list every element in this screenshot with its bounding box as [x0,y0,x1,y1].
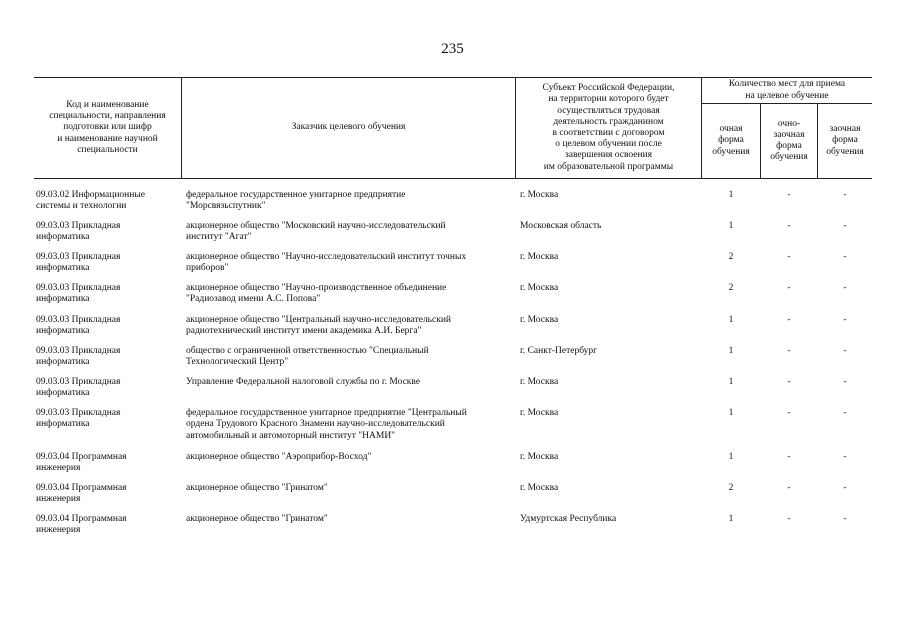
cell-code: 09.03.03 Прикладная информатика [36,315,121,337]
cell-full-time: 1 [728,408,734,418]
cell-subject: г. Санкт-Петербург [520,346,598,356]
cell-code: 09.03.04 Программная инженерия [36,452,127,474]
header-code: Код и наименование специальности, направления подготовки или шифр и наименование научной специальности [49,99,166,155]
cell-code: 09.03.03 Прикладная информатика [36,221,121,243]
cell-part-time: - [787,346,791,356]
cell-distance: - [843,452,847,462]
header-distance: заочная форма обучения [826,124,864,157]
header-customer: Заказчик целевого обучения [291,122,406,133]
cell-part-time: - [787,377,791,387]
cell-full-time: 2 [728,283,734,293]
cell-part-time: - [787,252,791,262]
cell-subject: г. Москва [520,452,559,462]
cell-subject: г. Москва [520,483,559,493]
cell-part-time: - [787,514,791,524]
cell-distance: - [843,483,847,493]
cell-full-time: 1 [728,221,734,231]
cell-full-time: 1 [728,190,734,200]
cell-part-time: - [787,190,791,200]
cell-full-time: 1 [728,514,734,524]
cell-full-time: 1 [728,346,734,356]
header-subject: Субъект Российской Федерации, на территории которого будет осуществляться трудовая деятельность гражданином в соответствии с договором о целевом обучении после завершения освоения им образовательной программы [542,83,675,172]
cell-part-time: - [787,221,791,231]
cell-distance: - [843,377,847,387]
cell-full-time: 1 [728,377,734,387]
cell-subject: г. Москва [520,315,559,325]
cell-subject: г. Москва [520,252,559,262]
cell-customer: акционерное общество "Гринатом" [186,483,328,493]
cell-customer: акционерное общество "Научно-исследовательский институт точных приборов" [186,252,467,274]
header-part-time: очно- заочная форма обучения [770,118,808,163]
cell-full-time: 1 [728,315,734,325]
cell-customer: общество с ограниченной ответственностью "Специальный Технологический Центр" [186,346,429,368]
cell-distance: - [843,408,847,418]
cell-code: 09.03.03 Прикладная информатика [36,346,121,368]
page-number: 235 [441,41,464,57]
cell-code: 09.03.03 Прикладная информатика [36,408,121,430]
cell-code: 09.03.04 Программная инженерия [36,514,127,536]
cell-distance: - [843,283,847,293]
cell-code: 09.03.03 Прикладная информатика [36,377,121,399]
cell-customer: акционерное общество "Центральный научно-исследовательский радиотехнический институт имени академика А.И. Берга" [186,315,452,337]
cell-distance: - [843,315,847,325]
cell-distance: - [843,190,847,200]
cell-subject: г. Москва [520,190,559,200]
cell-code: 09.03.03 Прикладная информатика [36,283,121,305]
cell-code: 09.03.04 Программная инженерия [36,483,127,505]
cell-code: 09.03.03 Прикладная информатика [36,252,121,274]
cell-distance: - [843,346,847,356]
cell-customer: федеральное государственное унитарное предприятие "Центральный ордена Трудового Красного Знамени научно-исследовательский автомобильный и автомоторный институт "НАМИ" [186,408,467,441]
cell-full-time: 2 [728,252,734,262]
cell-full-time: 1 [728,452,734,462]
cell-customer: акционерное общество "Гринатом" [186,514,328,524]
cell-customer: акционерное общество "Московский научно-исследовательский институт "Агат" [186,221,446,243]
cell-part-time: - [787,408,791,418]
cell-customer: акционерное общество "Научно-производственное объединение "Радиозавод имени А.С. Попова" [186,283,447,305]
header-full-time: очная форма обучения [712,124,750,157]
cell-customer: акционерное общество "Аэроприбор-Восход" [186,452,372,462]
cell-part-time: - [787,483,791,493]
cell-customer: Управление Федеральной налоговой службы по г. Москве [186,377,421,387]
cell-subject: г. Москва [520,408,559,418]
cell-code: 09.03.02 Информационные системы и технологии [36,190,145,212]
cell-full-time: 2 [728,483,734,493]
cell-customer: федеральное государственное унитарное предприятие "Морсвязьспутник" [186,190,406,212]
cell-subject: г. Москва [520,283,559,293]
cell-subject: Удмуртская Республика [520,514,617,524]
cell-subject: Московская область [520,221,602,231]
cell-part-time: - [787,283,791,293]
cell-distance: - [843,221,847,231]
header-places: Количество мест для приема на целевое обучение [728,79,846,101]
cell-distance: - [843,252,847,262]
cell-part-time: - [787,452,791,462]
cell-subject: г. Москва [520,377,559,387]
table-header-bottom-border [34,178,872,179]
cell-distance: - [843,514,847,524]
cell-part-time: - [787,315,791,325]
